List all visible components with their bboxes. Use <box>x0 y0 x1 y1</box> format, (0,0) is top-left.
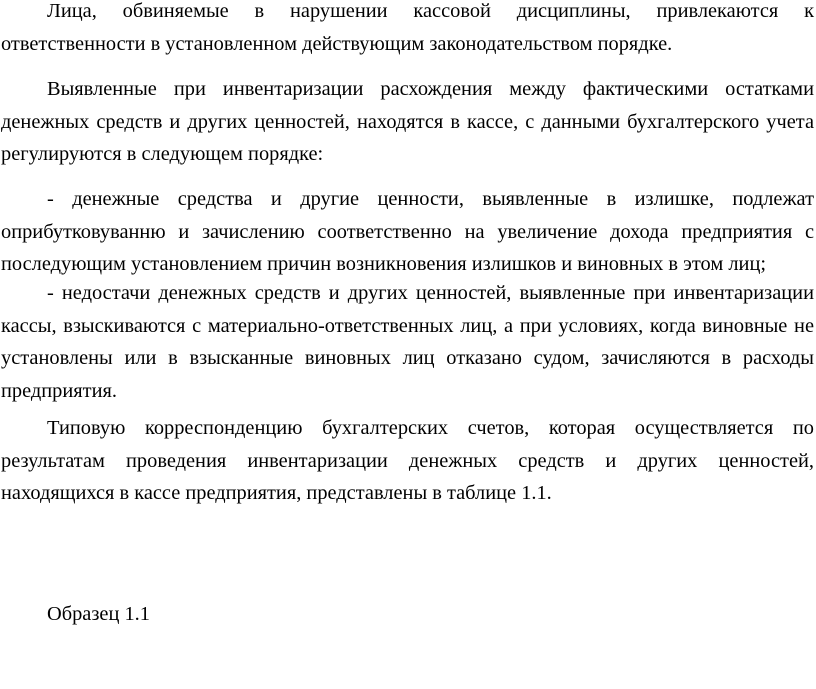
paragraph-surplus-item: - денежные средства и другие ценности, выявленные в излишке, подлежат оприбутковуванню и зачислению соответственно на увеличение дохода предприятия с последующим установлением причин возникновения излишков и виновных в этом лиц; <box>1 188 814 275</box>
paragraph-correspondence: Типовую корреспонденцию бухгалтерских счетов, которая осуществляется по результатам проведения инвентаризации денежных средств и других ценностей, находящихся в кассе предприятия, представлены в таблице 1.1. <box>1 417 814 504</box>
paragraph-discrepancies: Выявленные при инвентаризации расхождения между фактическими остатками денежных средств и других ценностей, находятся в кассе, с данными бухгалтерского учета регулируются в следующем порядке: <box>1 78 814 165</box>
paragraph-liability: Лица, обвиняемые в нарушении кассовой дисциплины, привлекаются к ответственности в установленном действующим законодательством порядке. <box>1 0 814 55</box>
paragraph-shortage-item: - недостачи денежных средств и других ценностей, выявленные при инвентаризации кассы, взыскиваются с материально-ответственных лиц, а при условиях, когда виновные не установлены или в взысканные виновных лиц отказано судом, зачисляются в расходы предприятия. <box>1 282 814 402</box>
sample-caption: Образец 1.1 <box>47 603 150 625</box>
